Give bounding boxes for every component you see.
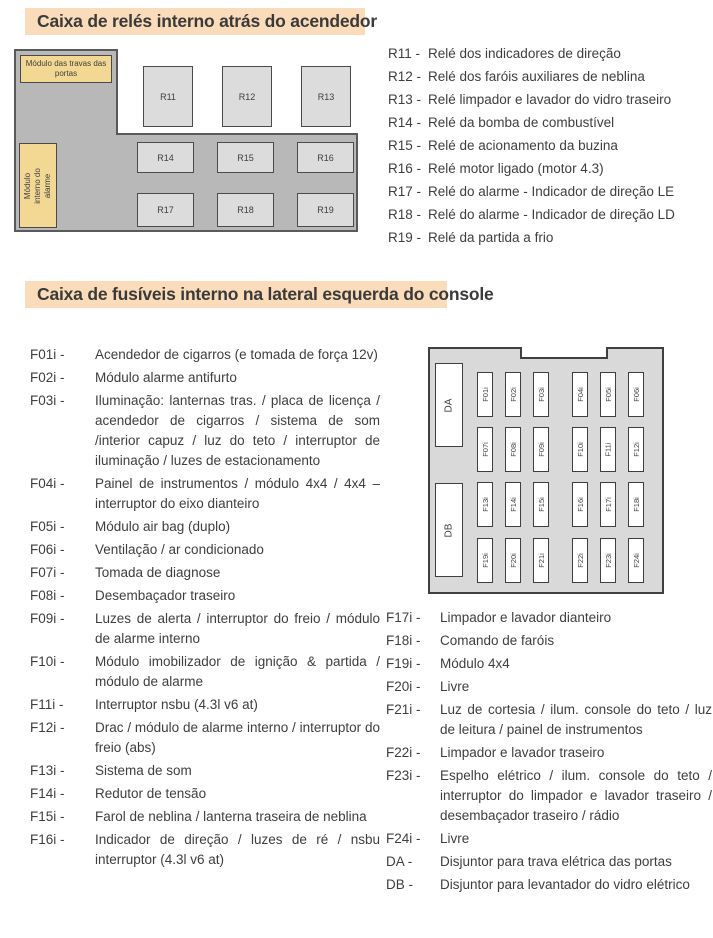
fuse-legend-label: F22i - [386,745,421,760]
fuse-legend-label: F10i - [30,654,65,669]
cell-label: F23i [603,553,613,568]
fuse-legend-label: F07i - [30,565,65,580]
fuse-legend-label: F08i - [30,588,65,603]
fuse-f12i [628,427,644,472]
fuse-legend-text: Indicador de direção / luzes de ré / nsbu interruptor (4.3l v6 at) [95,832,380,867]
diagram-row [143,66,351,127]
fuse-f11i [600,427,616,472]
cell-label: R12 [238,91,256,102]
cell-label: F11i [603,442,613,457]
fuse-legend-text: Acendedor de cigarros (e tomada de força 12v) [95,347,378,362]
diagram-row [477,482,644,527]
fuse-legend-label: F18i - [386,633,421,648]
cell-label: F16i [575,497,585,512]
relay-legend [388,44,712,251]
fuse-legend-text: Livre [440,831,470,846]
fuse-f17i [600,482,616,527]
cell-label: F13i [480,497,490,512]
relay-legend-text: Relé motor ligado (motor 4.3) [428,161,604,176]
relay-legend-label: R18 - [388,207,422,222]
cell-label: F18i [631,497,641,512]
fuse-legend-row [386,654,712,674]
fuse-legend-row [30,345,380,365]
fuse-legend-label: F17i - [386,610,421,625]
fuse-legend-text: Módulo alarme antifurto [95,370,237,385]
fuse-legend-row [30,761,380,781]
fuse-legend-row [386,829,712,849]
cell-label: F19i [480,553,490,568]
fuse-f19i [477,538,493,583]
fuse-legend-text: Limpador e lavador dianteiro [440,610,612,625]
relay-legend-row [388,182,712,202]
fuse-legend-text: Drac / módulo de alarme interno / interruptor do freio (abs) [95,720,380,755]
fuse-grid [430,349,662,592]
fuse-legend-label: F23i - [386,768,421,783]
relay-legend-label: R13 - [388,92,422,107]
relay-legend-label: R11 - [388,46,421,61]
breaker-db-label: DB [443,523,455,537]
relay-legend-text: Relé do alarme - Indicador de direção LE [428,184,675,199]
cell-label: F08i [508,442,518,457]
fuse-legend-row [386,631,712,651]
fuse-legend-text: Disjuntor para trava elétrica das portas [440,854,672,869]
fuse-legend-row [30,695,380,715]
fuse-f07i [477,427,493,472]
fuse-legend-text: Interruptor nsbu (4.3l v6 at) [95,697,258,712]
fuse-legend-text: Painel de instrumentos / módulo 4x4 / 4x4 – interruptor do eixo dianteiro [95,476,380,511]
fuse-legend-row [30,586,380,606]
cell-label: F15i [536,497,546,512]
fuse-legend-row [30,563,380,583]
fuse-legend-label: F01i - [30,347,65,362]
fuse-legend-row [30,784,380,804]
diagram-row [477,427,644,472]
relay-legend-label: R17 - [388,184,422,199]
cell-label: F02i [508,387,518,402]
relay-r18 [217,193,274,227]
relay-legend-text: Relé de acionamento da buzina [428,138,618,153]
cell-label: F04i [575,387,585,402]
relay-legend-row [388,136,712,156]
fuse-legend-row [386,677,712,697]
fuse-legend-label: DA - [386,854,413,869]
fuse-legend-label: F02i - [30,370,65,385]
fuse-f16i [572,482,588,527]
relay-r11 [143,66,193,127]
relay-box-diagram [14,49,358,232]
cell-label: R11 [160,91,176,102]
fuse-f24i [628,538,644,583]
cell-label: R16 [317,152,334,163]
relay-r15 [217,142,274,173]
relay-section-title: Caixa de relés interno atrás do acendedor [25,8,365,35]
fuse-f09i [533,427,549,472]
diagram-row [477,538,644,583]
fuse-legend-row [30,391,380,471]
fuse-legend-row [386,700,712,740]
fuse-legend-text: Espelho elétrico / ilum. console do teto / interruptor do limpador e lavador traseiro / desembaçador traseiro / rádio [440,768,712,823]
cell-label: F06i [631,387,641,402]
fuse-f10i [572,427,588,472]
fuse-legend-label: F14i - [30,786,65,801]
cell-label: R15 [237,152,254,163]
cell-label: F03i [536,387,546,402]
fuse-legend-label: F15i - [30,809,65,824]
fuse-f20i [505,538,521,583]
fuse-legend-label: F24i - [386,831,421,846]
fuse-legend-label: F09i - [30,611,65,626]
fuse-legend-row [30,540,380,560]
fuse-legend-label: F04i - [30,476,65,491]
fuse-legend-row [30,807,380,827]
fuse-legend-row [30,652,380,692]
fuse-legend-text: Módulo imobilizador de ignição & partida / módulo de alarme [95,654,380,689]
relay-legend-label: R12 - [388,69,422,84]
cell-label: F22i [575,553,585,568]
relay-legend-text: Relé limpador e lavador do vidro traseiro [428,92,672,107]
cell-label: F24i [631,553,641,568]
fuse-f08i [505,427,521,472]
diagram-row [137,193,354,227]
fuse-legend-text: Redutor de tensão [95,786,207,801]
cell-label: F20i [508,553,518,568]
fuse-legend-text: Comando de faróis [440,633,555,648]
fuse-legend-text: Farol de neblina / lanterna traseira de neblina [95,809,367,824]
relay-r12 [222,66,272,127]
fuse-legend-row [30,609,380,649]
relay-legend-text: Relé da bomba de combustível [428,115,615,130]
cell-label: R13 [317,91,335,102]
fuse-f14i [505,482,521,527]
fuse-legend-label: F21i - [386,702,421,717]
cell-label: R14 [157,152,174,163]
relay-legend-text: Relé da partida a frio [428,230,554,245]
fuse-legend-row [386,743,712,763]
fuse-legend-row [386,852,712,872]
fuse-f21i [533,538,549,583]
relay-legend-label: R14 - [388,115,422,130]
fuse-section-title: Caixa de fusíveis interno na lateral esquerda do console [25,281,447,308]
fuse-legend-text: Limpador e lavador traseiro [440,745,605,760]
fuse-f13i [477,482,493,527]
door-lock-module-label: Módulo das travas das portas [25,59,107,78]
fuse-legend-text: Luzes de alerta / interruptor do freio / módulo de alarme interno [95,611,380,646]
fuse-legend-text: Tomada de diagnose [95,565,221,580]
relay-legend-row [388,44,712,64]
fuse-legend-label: F03i - [30,393,65,408]
relay-legend-text: Relé do alarme - Indicador de direção LD [428,207,675,222]
fuse-legend-text: Disjuntor para levantador do vidro elétrico [440,877,690,892]
fuse-legend-label: F06i - [30,542,65,557]
fuse-legend-text: Ventilação / ar condicionado [95,542,264,557]
fuse-f03i [533,372,549,417]
fuse-box-diagram [428,347,664,594]
relay-legend-label: R15 - [388,138,422,153]
cell-label: F10i [575,442,585,457]
fuse-legend-label: F19i - [386,656,421,671]
cell-label: R17 [157,205,174,215]
relay-legend-row [388,159,712,179]
breaker-da-label: DA [443,398,455,412]
fuse-f04i [572,372,588,417]
fuse-legend-right [386,608,712,898]
cell-label: F21i [536,553,546,568]
fuse-f06i [628,372,644,417]
fuse-legend-label: F13i - [30,763,65,778]
relay-r14 [137,142,194,173]
fuse-f23i [600,538,616,583]
cell-label: R19 [317,205,334,215]
relay-legend-text: Relé dos faróis auxiliares de neblina [428,69,645,84]
fuse-legend-text: Sistema de som [95,763,192,778]
relay-r19 [297,193,354,227]
fuse-f02i [505,372,521,417]
fuse-f18i [628,482,644,527]
relay-legend-row [388,205,712,225]
relay-r16 [297,142,354,173]
fuse-legend-left [30,345,380,873]
fuse-legend-text: Iluminação: lanternas tras. / placa de licença / acendedor de cigarros / sistema de som /interior capuz / luz do teto / interruptor de iluminação / luzes de estacionamento [95,393,380,468]
fuse-legend-row [386,766,712,826]
cell-label: R18 [237,205,254,215]
fuse-legend-label: F12i - [30,720,65,735]
relay-legend-label: R19 - [388,230,422,245]
diagram-row [477,372,644,417]
cell-label: F12i [631,442,641,457]
fuse-legend-row [30,830,380,870]
fuse-legend-row [386,875,712,895]
fuse-legend-text: Módulo 4x4 [440,656,510,671]
fuse-legend-label: F05i - [30,519,65,534]
relay-legend-text: Relé dos indicadores de direção [428,46,621,61]
fuse-legend-text: Desembaçador traseiro [95,588,236,603]
fuse-legend-row [30,517,380,537]
cell-label: F17i [603,497,613,512]
fuse-legend-text: Módulo air bag (duplo) [95,519,231,534]
relay-r17 [137,193,194,227]
fuse-f01i [477,372,493,417]
alarm-module-label: Módulo interno do alarme [23,167,52,204]
fuse-f22i [572,538,588,583]
fuse-legend-row [30,474,380,514]
relay-legend-row [388,228,712,248]
relay-legend-row [388,67,712,87]
fuse-f05i [600,372,616,417]
fuse-legend-row [30,718,380,758]
cell-label: F14i [508,497,518,512]
fuse-f15i [533,482,549,527]
relay-legend-row [388,90,712,110]
cell-label: F09i [536,442,546,457]
relay-grid [14,49,358,232]
fuse-legend-text: Livre [440,679,470,694]
fuse-legend-label: DB - [386,877,413,892]
fuse-legend-text: Luz de cortesia / ilum. console do teto / luz de leitura / painel de instrumentos [440,702,712,737]
relay-legend-row [388,113,712,133]
relay-legend-label: R16 - [388,161,422,176]
fuse-legend-row [386,608,712,628]
fuse-legend-label: F20i - [386,679,421,694]
cell-label: F01i [480,387,490,402]
fuse-legend-row [30,368,380,388]
diagram-row [137,142,354,173]
fuse-legend-label: F16i - [30,832,65,847]
relay-r13 [301,66,351,127]
fuse-legend-label: F11i - [30,697,64,712]
cell-label: F07i [480,442,490,457]
cell-label: F05i [603,387,613,402]
